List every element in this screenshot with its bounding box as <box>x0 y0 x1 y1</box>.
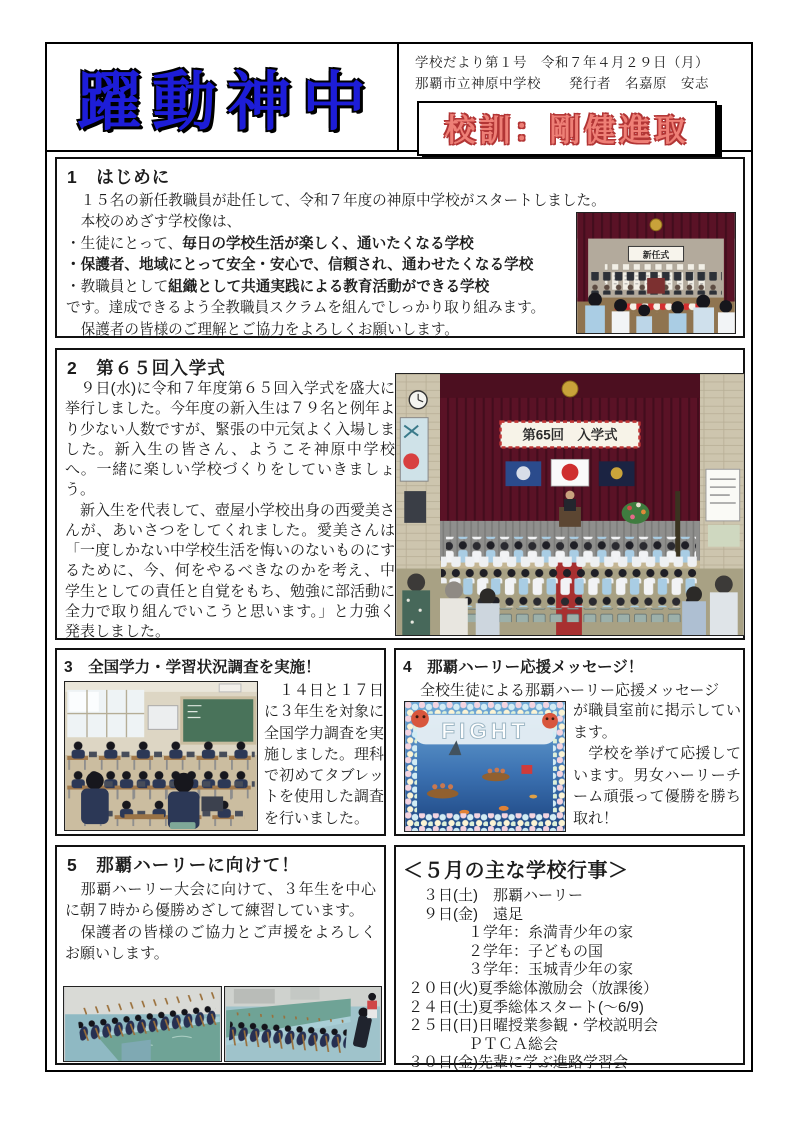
section1-line4: ・保護者、地域にとって安全・安心で、信頼され、通わせたくなる学校 <box>66 257 534 274</box>
masthead-cell <box>47 44 399 150</box>
section4-para2: 学校を挙げて応援しています。男女ハーリーチーム頑張って優勝を勝ち取れ！ <box>573 745 741 827</box>
schedule-item: ９日(金) 遠足 <box>408 905 523 923</box>
photo-classroom-test <box>64 681 258 831</box>
section2-para1: ９日(水)に令和７年度第６５回入学式を盛大に挙行しました。今年度の新入生は７９名と例年より少ない人数ですが、緊張の中元気よく入場しました。新入生の皆さん、ようこそ神原中学校へ。一緒に楽しい学校づくりをしていきましょう。 <box>65 380 396 499</box>
section4-title: 4 那覇ハーリー応援メッセージ！ <box>403 659 644 676</box>
photo-welcome-ceremony <box>576 212 736 334</box>
header-info <box>399 44 751 150</box>
photo-pool-practice-left <box>63 986 222 1062</box>
photo-entrance-ceremony <box>395 373 745 636</box>
practice-photos <box>63 986 382 1062</box>
newsletter-title: 躍動神中 <box>77 65 377 140</box>
section1-line5: ・教職員として組織として共通実践による教育活動ができる学校 <box>66 278 490 295</box>
flower-stand <box>622 502 650 524</box>
schedule-item: ３学年：玉城青少年の家 <box>408 961 634 979</box>
section3-text: １４日と１７日に３年生を対象に全国学力調査を実施しました。理科で初めてタブレットを使用した調査を行いました。 <box>264 682 385 827</box>
schedule-item: ２学年：子どもの国 <box>408 942 604 960</box>
section2-para2: 新入生を代表して、壺屋小学校出身の西愛美さんが、あいさつをしてくれました。愛美さんは「一度しかない中学校生活を悔いのないものにするために、今、何をやるべきなのかを考え、中学生としての責任と自覚をもち、勉強に部活動に全力で取り組んでいこうと思います。」と力強く発表しました。 <box>65 501 396 640</box>
schedule-item: ２４日(土)夏季総体スタート(～6/9) <box>408 998 644 1016</box>
issue-line: 学校だより第１号 令和７年４月２９日（月） <box>415 55 709 70</box>
banner-shinninshiki: 新任式 <box>642 249 670 260</box>
section4-para1: が職員室前に掲示しています。 <box>573 702 741 741</box>
section1-line6: です。達成できるよう全教職員スクラムを組んでしっかり取り組みます。 <box>66 300 546 317</box>
mural-word: FIGHT <box>441 718 529 744</box>
photo-pool-practice-right <box>224 986 382 1062</box>
publisher-line: 那覇市立神原中学校 発行者 名嘉原 安志 <box>415 75 709 91</box>
section3-title: 3 全国学力・学習状況調査を実施！ <box>64 659 321 676</box>
school-motto: 校訓：剛健進取 <box>417 101 717 156</box>
section-haarii-message <box>394 648 745 836</box>
section5-para2: 保護者の皆様のご協力とご声援をよろしくお願いします。 <box>65 923 376 962</box>
flags <box>505 459 634 486</box>
section1-line1: １５名の新任教職員が赴任して、令和７年度の神原中学校がスタートしました。 <box>66 193 606 209</box>
section2-text <box>65 379 395 642</box>
banner-nyugakushiki: 第65回 入学式 <box>522 427 618 443</box>
schedule-item: ３日(土) 那覇ハーリー <box>408 887 583 904</box>
section1-line7: 保護者の皆様のご理解とご協力をよろしくお願いします。 <box>66 321 459 338</box>
section5-title: 5 那覇ハーリーに向けて！ <box>67 855 300 875</box>
header <box>47 44 751 152</box>
wall-clock <box>409 391 427 409</box>
schedule-item: ＰＴＣＡ総会 <box>408 1035 559 1053</box>
section4-text <box>573 700 741 830</box>
section-haarii-practice <box>55 845 386 1065</box>
photo-cheer-mural <box>404 701 566 832</box>
section5-para1: 那覇ハーリー大会に向けて、３年生を中心に朝７時から優勝めざして練習しています。 <box>65 881 376 920</box>
schedule-item: ２５日(日)日曜授業参観・学校説明会 <box>408 1017 658 1035</box>
schedule-title: ＜５月の主な学校行事＞ <box>403 860 629 882</box>
section2-title: 2 第６５回入学式 <box>67 358 226 378</box>
schedule-item: ３０日(金)先輩に学ぶ進路学習会 <box>408 1054 628 1072</box>
section-nyugakushiki <box>55 348 745 640</box>
section1-line2: 本校のめざす学校像は、 <box>66 214 242 231</box>
section-gakuryoku-chousa <box>55 648 386 836</box>
section1-title: 1 はじめに <box>67 167 171 187</box>
section-may-schedule <box>394 845 745 1072</box>
section1-line3: ・生徒にとって、毎日の学校生活が楽しく、通いたくなる学校 <box>66 235 474 252</box>
schedule-item: ２０日(火)夏季総体激励会（放課後） <box>408 979 658 997</box>
schedule-item: １学年：糸満青少年の家 <box>408 924 634 942</box>
section4-lead: 全校生徒による那覇ハーリー応援メッセージ <box>405 682 720 699</box>
section-hajimeni <box>55 157 745 338</box>
